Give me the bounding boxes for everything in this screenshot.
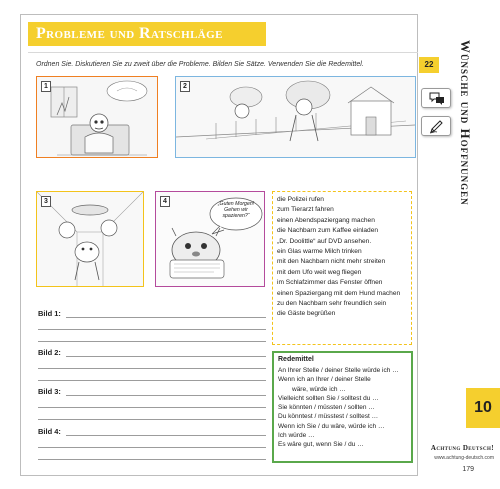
chapter-title-text: Wünsche und Hoffnungen [458, 40, 473, 206]
redemittel-item: Wenn ich Sie / du wäre, würde ich … [278, 422, 385, 430]
answer-line[interactable] [38, 407, 266, 408]
speech-bubble-text: „Guten Morgen! Gehen wir spazieren?“ [217, 201, 255, 219]
phrase-item: zum Tierarzt fahren [277, 206, 334, 214]
answer-label: Bild 3: [38, 387, 61, 396]
instructions: Ordnen Sie. Diskutieren Sie zu zweit über die Probleme. Bilden Sie Sätze. Verwenden Sie die Redemittel. [36, 61, 364, 68]
page-number: 179 [462, 466, 474, 473]
phrase-item: einen Abendspaziergang machen [277, 216, 375, 224]
redemittel-item: Sie könnten / müssten / sollten … [278, 404, 375, 412]
answer-line[interactable] [38, 368, 266, 369]
answer-line[interactable] [38, 380, 266, 381]
panel-number: 1 [41, 81, 51, 92]
sleepless-man-illustration [37, 77, 157, 157]
picture-panel-1 [36, 76, 158, 158]
redemittel-item: Vielleicht sollten Sie / solltest du … [278, 394, 379, 402]
answer-line[interactable] [38, 341, 266, 342]
phrase-item: die Nachbarn zum Kaffee einladen [277, 227, 379, 235]
phrase-list [272, 191, 412, 345]
speech-tab[interactable] [421, 88, 451, 108]
answer-line[interactable] [66, 317, 266, 318]
phrase-item: zu den Nachbarn sehr freundlich sein [277, 300, 387, 308]
panel-number: 3 [41, 196, 51, 207]
redemittel-item: Ich würde … [278, 432, 315, 440]
phrase-item: im Schlafzimmer das Fenster öffnen [277, 279, 383, 287]
answer-block-1 [38, 309, 268, 347]
answer-block-3 [38, 387, 268, 425]
answer-label: Bild 4: [38, 427, 61, 436]
redemittel-title: Redemittel [278, 356, 314, 363]
answer-line[interactable] [66, 435, 266, 436]
answer-label: Bild 1: [38, 309, 61, 318]
phrase-item: einen Spaziergang mit dem Hund machen [277, 289, 401, 297]
neighbour-dispute-illustration [176, 77, 415, 157]
answer-label: Bild 2: [38, 348, 61, 357]
page-title: Probleme und Ratschläge [36, 25, 223, 42]
phrase-item: ein Glas warme Milch trinken [277, 248, 362, 256]
picture-panel-4 [155, 191, 265, 287]
brand-name: Achtung Deutsch! [430, 444, 494, 452]
redemittel-box [272, 351, 413, 463]
picture-panel-2 [175, 76, 416, 158]
answer-line[interactable] [38, 459, 266, 460]
answer-line[interactable] [38, 447, 266, 448]
redemittel-item: An Ihrer Stelle / deiner Stelle würde ich … [278, 367, 399, 374]
redemittel-item: Wenn ich an Ihrer / deiner Stelle [278, 376, 371, 384]
write-tab[interactable] [421, 116, 451, 136]
panel-number: 4 [160, 196, 170, 207]
phrase-item: die Polizei rufen [277, 196, 324, 203]
phrase-item: „Dr. Doolittle“ auf DVD ansehen. [277, 237, 372, 245]
chapter-side-title [453, 40, 493, 360]
page-badge: 22 [419, 57, 439, 73]
redemittel-item: Es wäre gut, wenn Sie / du … [278, 441, 364, 449]
answer-line[interactable] [66, 356, 266, 357]
phrase-item: mit dem Ufo weit weg fliegen [277, 268, 362, 276]
redemittel-item: Du könntest / müsstest / solltest … [278, 413, 379, 421]
panel-number: 2 [180, 81, 190, 92]
phrase-item: mit den Nachbarn nicht mehr streiten [277, 258, 386, 266]
answer-block-2 [38, 348, 268, 386]
answer-line[interactable] [38, 329, 266, 330]
answer-block-4 [38, 427, 268, 465]
phrase-item: die Gäste begrüßen [277, 310, 336, 318]
answer-line[interactable] [38, 419, 266, 420]
answer-line[interactable] [66, 395, 266, 396]
pigs-ufo-illustration [37, 192, 143, 286]
speech-bubbles-icon [429, 92, 445, 106]
pencil-icon [429, 120, 445, 134]
picture-panel-3 [36, 191, 144, 287]
brand-url: www.achtung-deutsch.com [434, 455, 494, 461]
redemittel-item: wäre, würde ich … [292, 385, 346, 393]
header-divider [28, 52, 418, 53]
chapter-number-tab: 10 [466, 388, 500, 428]
